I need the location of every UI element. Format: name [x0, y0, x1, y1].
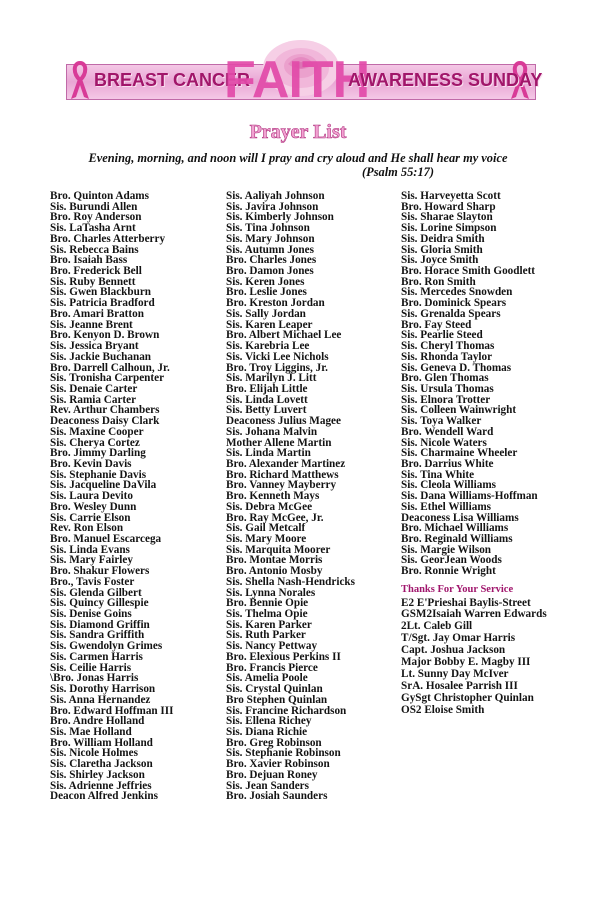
name-entry: Sis. Crystal Quinlan — [226, 683, 323, 696]
name-entry: Sis. Quincy Gillespie — [50, 597, 149, 610]
pink-ribbon-icon — [68, 60, 92, 102]
name-entry: Sis. Tina White — [401, 468, 475, 481]
page-subtitle: Prayer List — [249, 121, 347, 143]
name-entry: Sis. Margie Wilson — [401, 543, 492, 556]
name-entry: SrA. Hosalee Parrish III — [401, 679, 518, 692]
name-entry: Sis. Nicole Waters — [401, 436, 487, 449]
name-entry: Sis. Dana Williams-Hoffman — [401, 490, 538, 503]
name-entry: Sis. Debra McGee — [226, 500, 313, 513]
name-entry: Sis. Rhonda Taylor — [401, 350, 493, 363]
name-entry: Sis. Nancy Pettway — [226, 640, 318, 653]
name-entry: Sis. Denise Goins — [50, 608, 132, 621]
name-entry: Sis. Francine Richardson — [226, 704, 347, 717]
name-entry: Bro. Isaiah Bass — [50, 254, 128, 267]
name-entry: Sis. Grenalda Spears — [401, 307, 501, 320]
name-entry: Sis. Joyce Smith — [401, 254, 479, 267]
name-entry: Sis. Ceilie Harris — [50, 661, 132, 674]
name-entry: Sis. Sharae Slayton — [401, 211, 493, 224]
name-entry: Sis. Maxine Cooper — [50, 425, 144, 438]
name-entry: Sis. Karen Parker — [226, 618, 312, 631]
name-entry: Sis. Pearlie Steed — [401, 329, 483, 342]
name-entry: Sis. Patricia Bradford — [50, 297, 155, 310]
thanks-heading: Thanks For Your Service — [401, 583, 514, 595]
verse-reference: (Psalm 55:17) — [362, 165, 434, 179]
name-entry: Bro. Manuel Escarcega — [50, 533, 162, 545]
name-entry: Sis. Lorine Simpson — [401, 222, 497, 235]
name-entry: Bro. Dejuan Roney — [226, 768, 318, 781]
name-entry: Sis. Gloria Smith — [401, 243, 483, 256]
verse-text: Evening, morning, and noon will I pray and cry aloud and He shall hear my voice — [88, 151, 508, 165]
name-entry: Bro., Tavis Foster — [50, 575, 135, 588]
name-entry: Bro. Leslie Jones — [226, 286, 307, 299]
name-entry: Sis. Cleola Williams — [401, 479, 497, 492]
name-entry: Sis. Ethel Williams — [401, 500, 492, 513]
name-entry: Bro. Vanney Mayberry — [226, 479, 337, 492]
name-entry: Lt. Sunny Day McIver — [401, 667, 509, 680]
name-entry: Bro. Montae Morris — [226, 554, 323, 567]
name-entry: Sis. Mary Johnson — [226, 232, 315, 245]
name-entry: Sis. Elnora Trotter — [401, 393, 491, 406]
scripture-verse — [48, 151, 548, 179]
name-entry: Sis. Mae Holland — [50, 725, 132, 738]
name-entry: Bro. Alexander Martinez — [226, 457, 346, 470]
name-entry: Bro. Charles Atterberry — [50, 232, 166, 245]
name-entry: Bro. Bennie Opie — [226, 597, 309, 610]
name-entry: Capt. Joshua Jackson — [401, 644, 506, 657]
name-entry: Sis. Shirley Jackson — [50, 768, 145, 781]
name-entry: Bro. Kenyon D. Brown — [50, 329, 160, 342]
name-entry: 2Lt. Caleb Gill — [401, 620, 473, 633]
name-entry: Bro. William Holland — [50, 736, 153, 749]
name-entry: Sis. Autumn Jones — [226, 243, 314, 256]
name-entry: Bro. Albert Michael Lee — [226, 329, 342, 342]
name-entry: Bro. Shakur Flowers — [50, 565, 150, 578]
name-entry: Sis. Sally Jordan — [226, 307, 306, 320]
name-entry: Sis. Ruth Parker — [226, 629, 306, 642]
name-entry: Bro. Greg Robinson — [226, 736, 322, 749]
name-entry: Bro. Andre Holland — [50, 715, 145, 728]
name-entry: Deaconess Julius Magee — [226, 415, 341, 428]
name-entry: Sis. Colleen Wainwright — [401, 404, 517, 417]
name-entry: Bro. Fay Steed — [401, 318, 472, 331]
banner-faith-text: FAITH — [224, 51, 370, 109]
name-entry: Bro. Antonio Mosby — [226, 565, 323, 578]
name-entry: Sis. Jessica Bryant — [50, 340, 139, 353]
name-entry: Sis. Deidra Smith — [401, 232, 485, 245]
name-entry: Bro. Michael Williams — [401, 522, 509, 535]
name-entry: Sis. Johana Malvin — [226, 425, 318, 438]
name-entry: Bro. Darrius White — [401, 457, 494, 470]
name-entry: Sis. Kimberly Johnson — [226, 211, 334, 224]
name-entry: Bro. Wesley Dunn — [50, 500, 137, 513]
name-entry: Bro. Wendell Ward — [401, 425, 494, 438]
name-entry: Sis. Jackie Buchanan — [50, 350, 152, 363]
name-entry: Sis. Charmaine Wheeler — [401, 447, 518, 460]
name-entry: Bro. Reginald Williams — [401, 533, 513, 545]
name-entry: Sis. Lynna Norales — [226, 586, 316, 599]
name-entry: Deacon Alfred Jenkins — [50, 790, 158, 803]
name-entry: GySgt Christopher Quinlan — [401, 691, 534, 704]
name-entry: Sis. Stephanie Davis — [50, 468, 147, 481]
name-entry: Sis. Geneva D. Thomas — [401, 361, 512, 374]
name-entry: Bro. Ronnie Wright — [401, 565, 496, 578]
name-entry: Sis. Diana Richie — [226, 725, 308, 738]
thanks-list — [401, 598, 547, 717]
name-entry: Sis. Diamond Griffin — [50, 618, 150, 631]
name-entry: Bro. Amari Bratton — [50, 307, 144, 320]
faith-banner — [66, 51, 543, 109]
name-entry: Sis. Marquita Moorer — [226, 543, 331, 556]
name-entry: Sis. Adrienne Jeffries — [50, 779, 152, 792]
name-entry: Sis. Stephanie Robinson — [226, 747, 341, 760]
name-entry: Sis. Gwen Blackburn — [50, 286, 152, 299]
name-entry: Sis. Keren Jones — [226, 275, 305, 288]
name-entry: Sis. Karebria Lee — [226, 340, 310, 353]
name-entry: Bro. Elijah Little — [226, 382, 308, 395]
name-entry: Sis. Ursula Thomas — [401, 382, 494, 395]
name-entry: Sis. Dorothy Harrison — [50, 683, 156, 696]
name-entry: Sis. Burundi Allen — [50, 200, 138, 213]
name-entry: Sis. LaTasha Arnt — [50, 222, 136, 235]
name-entry: Sis. Thelma Opie — [226, 608, 308, 621]
name-entry: Bro. Ray McGee, Jr. — [226, 511, 324, 524]
name-entry: Bro Stephen Quinlan — [226, 693, 328, 706]
name-entry: Sis. Amelia Poole — [226, 672, 308, 685]
name-entry: Sis. Toya Walker — [401, 415, 482, 428]
name-entry: Sis. Linda Evans — [50, 543, 130, 556]
name-entry: Sis. Glenda Gilbert — [50, 586, 142, 599]
name-entry: Bro. Kenneth Mays — [226, 490, 320, 503]
name-entry: Sis. Marilyn J. Litt — [226, 372, 317, 385]
name-entry: Sis. Jean Sanders — [226, 779, 309, 792]
name-entry: Mother Allene Martin — [226, 436, 332, 449]
name-entry: Sis. Gail Metcalf — [226, 522, 306, 535]
name-entry: Bro. Quinton Adams — [50, 190, 149, 202]
name-entry: Deaconess Lisa Williams — [401, 511, 519, 524]
name-entry: Bro. Frederick Bell — [50, 265, 142, 278]
name-entry: Sis. Anna Hernandez — [50, 693, 151, 706]
name-entry: Sis. Carrie Elson — [50, 511, 131, 524]
name-entry: Bro. Charles Jones — [226, 254, 317, 267]
name-entry: Rev. Arthur Chambers — [50, 404, 160, 417]
name-entry: Sis. Nicole Holmes — [50, 747, 138, 760]
names-column-1 — [50, 191, 174, 802]
name-entry: Sis. Tronisha Carpenter — [50, 372, 165, 385]
name-entry: Bro. Ron Smith — [401, 275, 476, 288]
name-entry: OS2 Eloise Smith — [401, 703, 485, 716]
banner-left-text: BREAST CANCER — [94, 70, 251, 90]
name-entry: Bro. Richard Matthews — [226, 468, 339, 481]
name-entry: Sis. Ruby Bennett — [50, 275, 136, 288]
name-entry: Bro. Troy Liggins, Jr. — [226, 361, 328, 374]
name-entry: Sis. Linda Martin — [226, 447, 311, 460]
name-entry: GSM2Isaiah Warren Edwards — [401, 608, 547, 621]
name-entry: Bro. Xavier Robinson — [226, 758, 330, 771]
name-entry: Sis. Aaliyah Johnson — [226, 190, 325, 202]
name-entry: Bro. Elexious Perkins II — [226, 650, 341, 663]
banner-right-text: AWARENESS SUNDAY — [348, 70, 543, 90]
name-entry: T/Sgt. Jay Omar Harris — [401, 632, 516, 645]
name-entry: Bro. Kevin Davis — [50, 457, 132, 470]
name-entry: Sis. Mercedes Snowden — [401, 286, 513, 299]
name-entry: Sis. Cherya Cortez — [50, 436, 140, 449]
name-entry: Sis. Karen Leaper — [226, 318, 313, 331]
name-entry: Bro. Howard Sharp — [401, 200, 496, 213]
name-entry: Sis. Tina Johnson — [226, 222, 310, 235]
name-entry: Bro. Roy Anderson — [50, 211, 142, 224]
name-entry: Sis. Sandra Griffith — [50, 629, 145, 642]
name-entry: Sis. Mary Moore — [226, 533, 307, 545]
name-entry: Sis. Claretha Jackson — [50, 758, 153, 771]
name-entry: Sis. Cheryl Thomas — [401, 340, 495, 353]
name-entry: \Bro. Jonas Harris — [50, 672, 139, 685]
name-entry: Sis. Jacqueline DaVila — [50, 479, 157, 492]
name-entry: Sis. Betty Luvert — [226, 404, 307, 417]
name-entry: Sis. Linda Lovett — [226, 393, 308, 406]
name-entry: Sis. Javira Johnson — [226, 200, 319, 213]
name-entry: Sis. Vicki Lee Nichols — [226, 350, 329, 363]
name-entry: Deaconess Daisy Clark — [50, 415, 160, 428]
name-entry: Bro. Darrell Calhoun, Jr. — [50, 361, 170, 374]
name-entry: Major Bobby E. Magby III — [401, 656, 531, 669]
name-entry: Sis. Harveyetta Scott — [401, 190, 501, 202]
names-column-3 — [401, 191, 547, 717]
name-entry: Sis. Ramia Carter — [50, 393, 137, 406]
names-column-2 — [226, 191, 355, 802]
name-entry: Sis. Laura Devito — [50, 490, 133, 503]
name-entry: Sis. Denaie Carter — [50, 382, 138, 395]
name-entry: Bro. Damon Jones — [226, 265, 314, 278]
name-entry: Rev. Ron Elson — [50, 522, 124, 535]
name-entry: Sis. Ellena Richey — [226, 715, 312, 728]
names-column-3-list — [401, 191, 547, 577]
name-entry: Sis. Mary Fairley — [50, 554, 133, 567]
name-entry: Sis. Carmen Harris — [50, 650, 143, 663]
name-entry: Sis. Gwendolyn Grimes — [50, 640, 163, 653]
name-entry: Bro. Kreston Jordan — [226, 297, 325, 310]
name-entry: Bro. Josiah Saunders — [226, 790, 328, 803]
name-entry: Sis. Rebecca Bains — [50, 243, 139, 256]
name-entry: Bro. Jimmy Darling — [50, 447, 146, 460]
name-entry: Bro. Francis Pierce — [226, 661, 318, 674]
name-entry: Bro. Edward Hoffman III — [50, 704, 174, 717]
name-entry: Sis. Jeanne Brent — [50, 318, 133, 331]
name-entry: E2 E'Prieshai Baylis-Street — [401, 596, 531, 609]
name-entry: Bro. Dominick Spears — [401, 297, 507, 310]
name-entry: Sis. GeorJean Woods — [401, 554, 502, 567]
name-entry: Bro. Glen Thomas — [401, 372, 489, 385]
name-entry: Bro. Horace Smith Goodlett — [401, 265, 536, 278]
name-entry: Sis. Shella Nash-Hendricks — [226, 575, 355, 588]
